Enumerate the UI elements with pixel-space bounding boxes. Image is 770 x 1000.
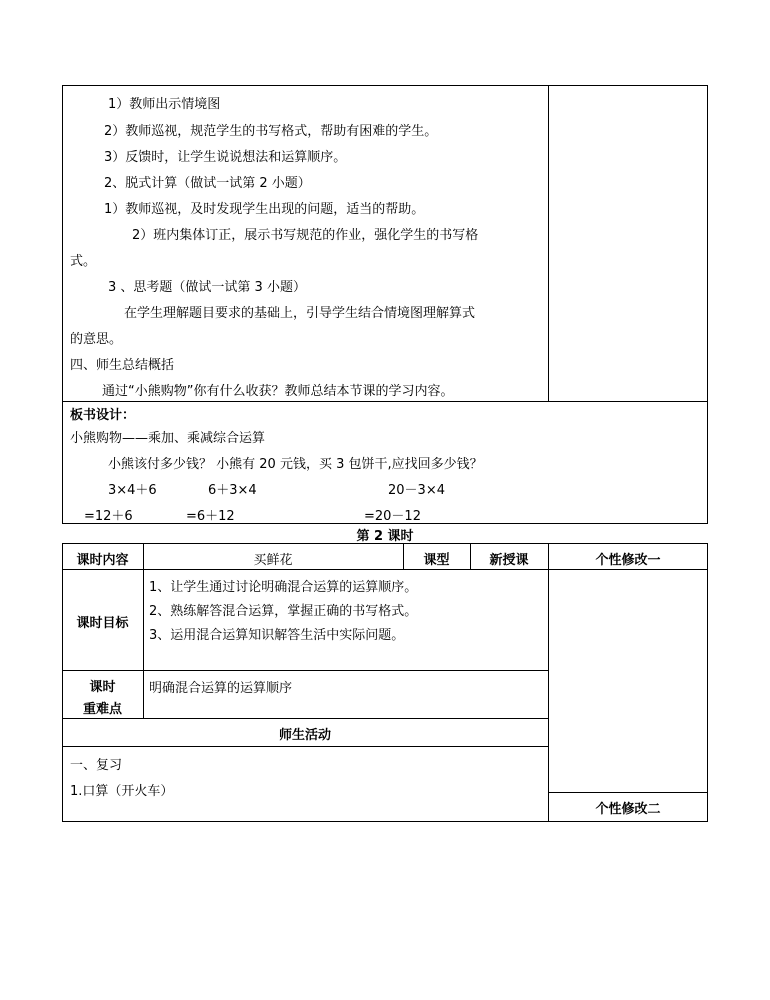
board-result: =20－12 [364,509,421,524]
text-line: 3 、思考题（做试一试第 3 小题） [108,280,306,295]
lesson-heading: 第 2 课时 [356,529,414,544]
text-line: 3）反馈时，让学生说说想法和运算顺序。 [104,150,347,165]
board-result: =6＋12 [186,509,235,524]
section-heading: 四、师生总结概括 [70,358,175,373]
activity-label: 师生活动 [278,728,331,743]
board-title: 小熊购物——乘加、乘减综合运算 [70,431,266,446]
row-divider [62,670,548,671]
content-label: 课时内容 [76,553,129,568]
top-table-row-divider [62,401,708,402]
row-divider [62,569,708,570]
text-line: 的意思。 [70,332,123,347]
difficulty-label: 重难点 [82,702,122,717]
row-divider [548,792,708,793]
board-result: =12＋6 [84,509,133,524]
col-divider [143,543,144,718]
row-divider [62,718,548,719]
difficulty-label: 课时 [89,680,116,695]
type-value: 新授课 [489,553,529,568]
goal-item: 1、让学生通过讨论明确混合运算的运算顺序。 [149,580,418,595]
text-line: 2）班内集体订正，展示书写规范的作业，强化学生的书写格 [132,228,479,243]
personal-edit-one-label: 个性修改一 [595,553,661,568]
personal-edit-two-label: 个性修改二 [595,802,661,817]
text-line: 1）教师巡视，及时发现学生出现的问题，适当的帮助。 [104,202,425,217]
board-question: 小熊该付多少钱？ 小熊有 20 元钱，买 3 包饼干,应找回多少钱？ [108,457,483,472]
oral-calc: 1.口算（开火车） [70,784,174,799]
text-line: 式。 [70,254,97,269]
text-line: 在学生理解题目要求的基础上，引导学生结合情境图理解算式 [124,306,476,321]
goal-item: 2、熟练解答混合运算，掌握正确的书写格式。 [149,604,418,619]
board-expression: 6＋3×4 [208,483,257,498]
row-divider [62,746,548,747]
text-line: 2）教师巡视，规范学生的书写格式，帮助有困难的学生。 [104,124,438,139]
goal-label: 课时目标 [76,616,129,631]
board-expression: 20－3×4 [388,483,445,498]
review-heading: 一、复习 [70,758,123,773]
col-divider [548,543,549,822]
board-heading: 板书设计： [70,408,136,423]
text-line: 通过“小熊购物”你有什么收获？教师总结本节课的学习内容。 [102,384,454,399]
text-line: 1）教师出示情境图 [108,97,221,112]
goal-item: 3、运用混合运算知识解答生活中实际问题。 [149,628,405,643]
board-expression: 3×4＋6 [108,483,157,498]
difficulty-value: 明确混合运算的运算顺序 [149,681,293,696]
content-value: 买鲜花 [253,553,293,568]
type-label: 课型 [423,553,450,568]
text-line: 2、脱式计算（做试一试第 2 小题） [104,176,311,191]
top-table-divider [548,85,549,401]
